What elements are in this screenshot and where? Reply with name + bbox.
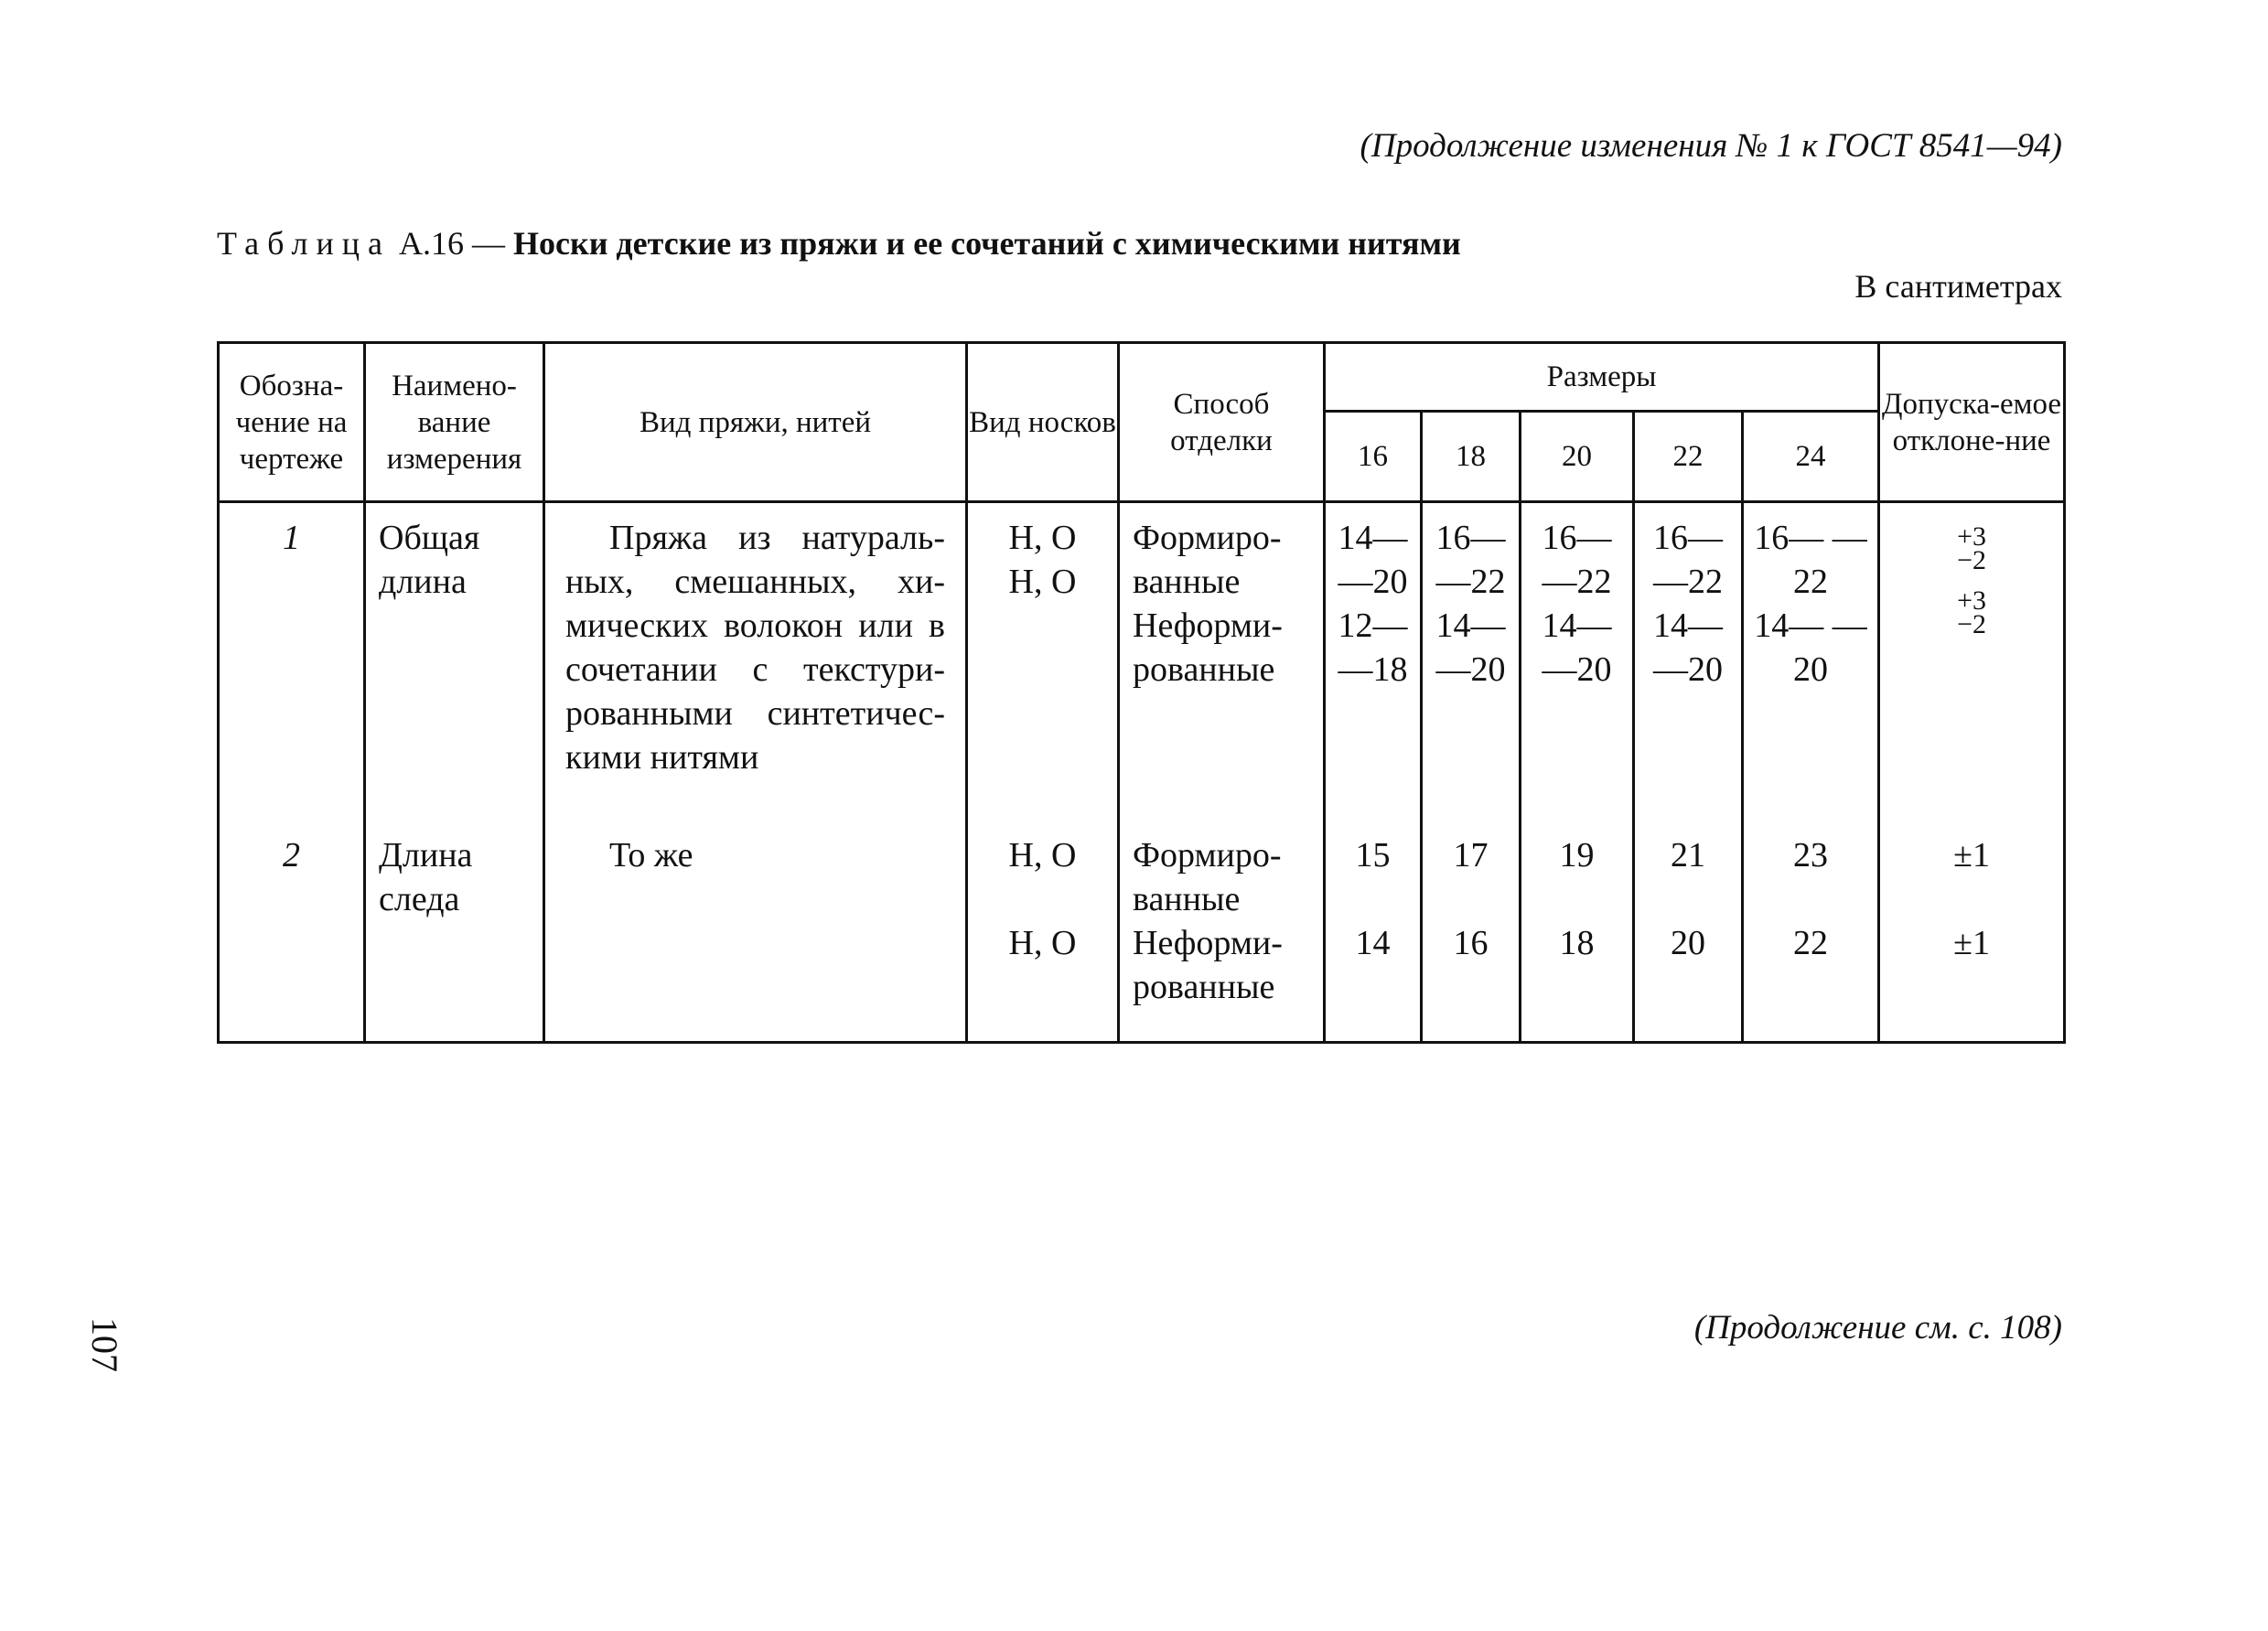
size-range: 14— —20 bbox=[1435, 606, 1506, 689]
size-table bbox=[217, 341, 2066, 1044]
size-range: 14— —20 bbox=[1754, 606, 1867, 689]
header-sizes: Размеры bbox=[1325, 343, 1879, 412]
table-title-name: Носки детские из пряжи и ее сочетаний с химическими нитями bbox=[512, 225, 1461, 262]
finishing-value: Формиро-ванные bbox=[1133, 519, 1282, 601]
size-value: 14 bbox=[1355, 923, 1391, 962]
size-range: 14— —20 bbox=[1653, 606, 1723, 689]
row-measurement: Длина следа bbox=[365, 810, 544, 1043]
header-yarn: Вид пряжи, нитей bbox=[544, 343, 967, 502]
row-designation: 1 bbox=[219, 502, 365, 810]
row-yarn: Пряжа из натураль-ных, смешанных, хи-мических волокон или в сочетании с текстури-рованными синтетичес-кими нитями bbox=[544, 502, 967, 810]
finishing-value: Неформи-рованные bbox=[1133, 606, 1283, 689]
row-yarn: То же bbox=[544, 810, 967, 1043]
header-sock-type: Вид носков bbox=[967, 343, 1119, 502]
size-cell-20 bbox=[1521, 810, 1634, 1043]
header-size-20: 20 bbox=[1521, 412, 1634, 502]
row-sock-type bbox=[967, 502, 1119, 810]
sock-type-value: Н, О bbox=[1008, 519, 1077, 557]
size-range: 16— —22 bbox=[1435, 519, 1506, 601]
row-finishing bbox=[1119, 810, 1325, 1043]
size-cell-24 bbox=[1743, 810, 1879, 1043]
size-value: 18 bbox=[1559, 923, 1595, 962]
size-cell-18 bbox=[1422, 502, 1521, 810]
row-tolerance bbox=[1879, 810, 2065, 1043]
table-title-prefix: Таблица bbox=[217, 225, 391, 262]
row-finishing bbox=[1119, 502, 1325, 810]
size-range: 16— —22 bbox=[1542, 519, 1612, 601]
size-cell-22 bbox=[1634, 810, 1743, 1043]
size-value: 19 bbox=[1559, 835, 1595, 875]
size-value: 16 bbox=[1453, 923, 1489, 962]
units-note: В сантиметрах bbox=[1854, 268, 2062, 305]
tolerance-plus: +3 bbox=[1957, 585, 1986, 616]
row-measurement: Общая длина bbox=[365, 502, 544, 810]
tolerance-value: ±1 bbox=[1953, 835, 1990, 875]
header-size-18: 18 bbox=[1422, 412, 1521, 502]
tolerance-minus: −2 bbox=[1957, 545, 1986, 575]
row-designation: 2 bbox=[219, 810, 365, 1043]
sock-type-value: Н, О bbox=[1008, 835, 1077, 875]
size-range: 12— —18 bbox=[1338, 606, 1408, 689]
size-cell-16 bbox=[1325, 810, 1422, 1043]
header-note: (Продолжение изменения № 1 к ГОСТ 8541—94) bbox=[1360, 127, 2062, 165]
size-range: 14— —20 bbox=[1338, 519, 1408, 601]
header-finishing: Способ отделки bbox=[1119, 343, 1325, 502]
tolerance-plus: +3 bbox=[1957, 521, 1986, 552]
table-row bbox=[219, 810, 2065, 1043]
header-measurement: Наимено-вание измерения bbox=[365, 343, 544, 502]
size-value: 21 bbox=[1671, 835, 1705, 875]
size-cell-18 bbox=[1422, 810, 1521, 1043]
finishing-value: Формиро-ванные bbox=[1133, 835, 1282, 918]
size-value: 15 bbox=[1355, 835, 1391, 875]
finishing-value: Неформи-рованные bbox=[1133, 923, 1283, 1006]
header-size-16: 16 bbox=[1325, 412, 1422, 502]
size-cell-24 bbox=[1743, 502, 1879, 810]
size-cell-20 bbox=[1521, 502, 1634, 810]
page-number: 107 bbox=[84, 1317, 125, 1372]
row-tolerance bbox=[1879, 502, 2065, 810]
header-tolerance: Допуска-емое отклоне-ние bbox=[1879, 343, 2065, 502]
size-cell-22 bbox=[1634, 502, 1743, 810]
size-range: 16— —22 bbox=[1754, 519, 1867, 601]
size-range: 14— —20 bbox=[1542, 606, 1612, 689]
size-value: 23 bbox=[1793, 835, 1829, 875]
footer-note: (Продолжение см. с. 108) bbox=[1693, 1309, 2062, 1347]
size-cell-16 bbox=[1325, 502, 1422, 810]
table-title-number: А.16 — bbox=[398, 225, 505, 262]
tolerance-value: ±1 bbox=[1953, 923, 1990, 962]
tolerance-minus: −2 bbox=[1957, 609, 1986, 639]
header-size-24: 24 bbox=[1743, 412, 1879, 502]
table-title bbox=[217, 224, 1461, 263]
row-sock-type bbox=[967, 810, 1119, 1043]
size-value: 20 bbox=[1671, 923, 1705, 962]
size-value: 22 bbox=[1793, 923, 1829, 962]
size-range: 16— —22 bbox=[1653, 519, 1723, 601]
header-designation: Обозна-чение на чертеже bbox=[219, 343, 365, 502]
table-row bbox=[219, 502, 2065, 810]
sock-type-value: Н, О bbox=[1008, 923, 1077, 962]
size-value: 17 bbox=[1453, 835, 1489, 875]
header-size-22: 22 bbox=[1634, 412, 1743, 502]
sock-type-value: Н, О bbox=[1008, 563, 1077, 601]
